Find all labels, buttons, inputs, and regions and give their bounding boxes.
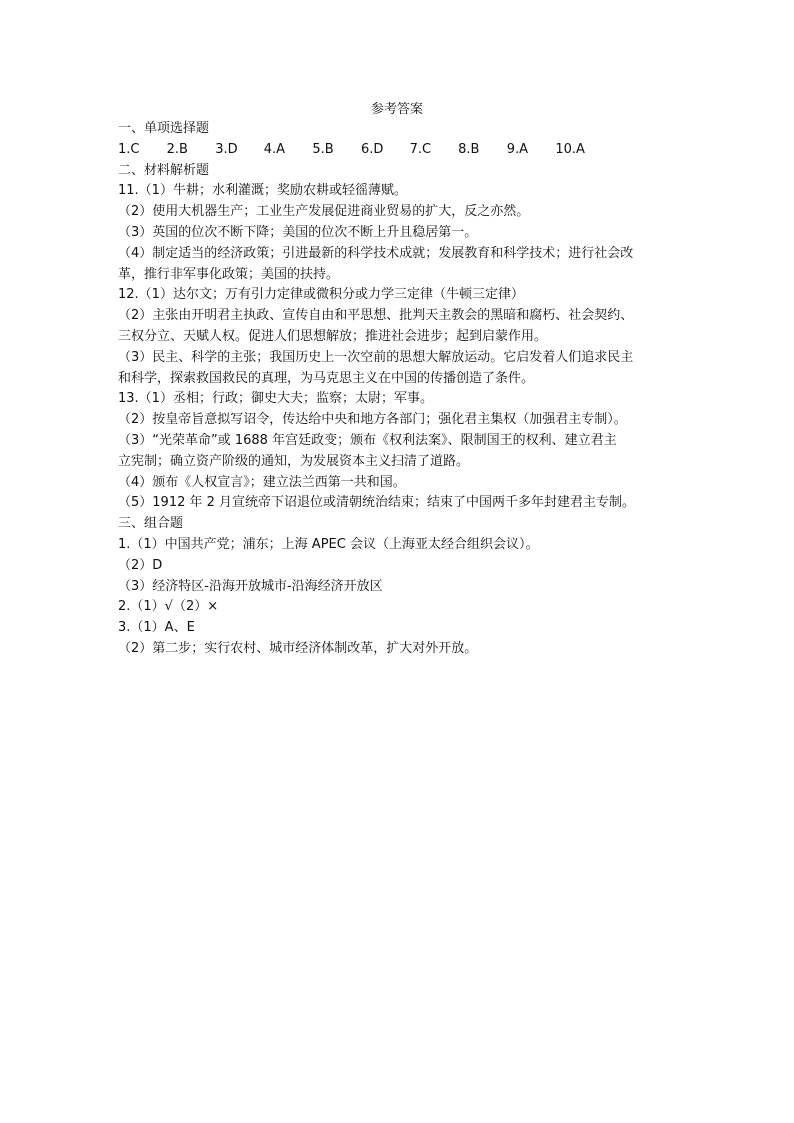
answer-line: 革，推行非军事化政策；美国的扶持。 <box>118 266 340 282</box>
answer-line: 3.（1）A、E <box>118 620 195 636</box>
answer-line: （3）“光荣革命”或 1688 年宫廷政变；颁布《权利法案》、限制国王的权利、建立君主 <box>118 432 617 448</box>
answer-line: （2）主张由开明君主执政、宣传自由和平思想、批判天主教会的黑暗和腐朽、社会契约、 <box>118 308 634 324</box>
answer-line: 2.（1）√（2）× <box>118 599 219 615</box>
answer-line: （3）民主、科学的主张；我国历史上一次空前的思想大解放运动。它启发着人们追求民主 <box>118 349 634 365</box>
section-heading-combination: 三、组合题 <box>118 516 184 532</box>
answer-line: 12.（1）达尔文；万有引力定律或微积分或力学三定律（牛顿三定律） <box>118 287 524 303</box>
answer-line: （2）第二步；实行农村、城市经济体制改革，扩大对外开放。 <box>118 640 478 656</box>
answer-item: 4.A <box>263 141 286 157</box>
answer-item: 10.A <box>555 141 585 157</box>
answer-line: （2）按皇帝旨意拟写诏令，传达给中央和地方各部门；强化君主集权（加强君主专制）。 <box>118 412 627 428</box>
answer-item: 5.B <box>312 141 334 157</box>
answer-line: （3）英国的位次不断下降；美国的位次不断上升且稳居第一。 <box>118 224 478 240</box>
answer-line: 11.（1）牛耕；水利灌溉；奖励农耕或轻徭薄赋。 <box>118 183 407 199</box>
answer-item: 3.D <box>215 141 238 157</box>
answer-item: 1.C <box>118 141 140 157</box>
answer-line: （4）制定适当的经济政策；引进最新的科学技术成就；发展教育和科学技术；进行社会改 <box>118 245 634 261</box>
single-choice-answers <box>118 140 678 161</box>
answer-line: （4）颁布《人权宣言》；建立法兰西第一共和国。 <box>118 474 406 490</box>
answer-item: 8.B <box>458 141 480 157</box>
page-title: 参考答案 <box>370 102 423 117</box>
answer-item: 6.D <box>360 141 384 157</box>
answer-line: （3）经济特区-沿海开放城市-沿海经济开放区 <box>118 578 383 594</box>
answer-line: （2）D <box>118 557 163 573</box>
answer-line: 立宪制；确立资产阶级的通知，为发展资本主义扫清了道路。 <box>118 453 470 469</box>
answer-item: 7.C <box>409 141 432 157</box>
answer-item: 9.A <box>506 141 529 157</box>
section-heading-material-analysis: 二、材料解析题 <box>118 162 210 178</box>
answer-line: 三权分立、天赋人权。促进人们思想解放；推进社会进步；起到启蒙作用。 <box>118 328 548 344</box>
answer-line: （2）使用大机器生产；工业生产发展促进商业贸易的扩大，反之亦然。 <box>118 204 530 220</box>
answer-item: 2.B <box>166 141 188 157</box>
answer-line: 1.（1）中国共产党；浦东；上海 APEC 会议（上海亚太经合组织会议）。 <box>118 536 539 552</box>
answer-line: （5）1912 年 2 月宣统帝下诏退位或清朝统治结束；结束了中国两千多年封建君主专制。 <box>118 495 636 511</box>
answer-line: 13.（1）丞相；行政；御史大夫；监察；太尉；军事。 <box>118 391 433 407</box>
answer-line: 和科学，探索救国救民的真理，为马克思主义在中国的传播创造了条件。 <box>118 370 535 386</box>
section-heading-single-choice: 一、单项选择题 <box>118 121 210 136</box>
answer-content <box>118 119 678 660</box>
